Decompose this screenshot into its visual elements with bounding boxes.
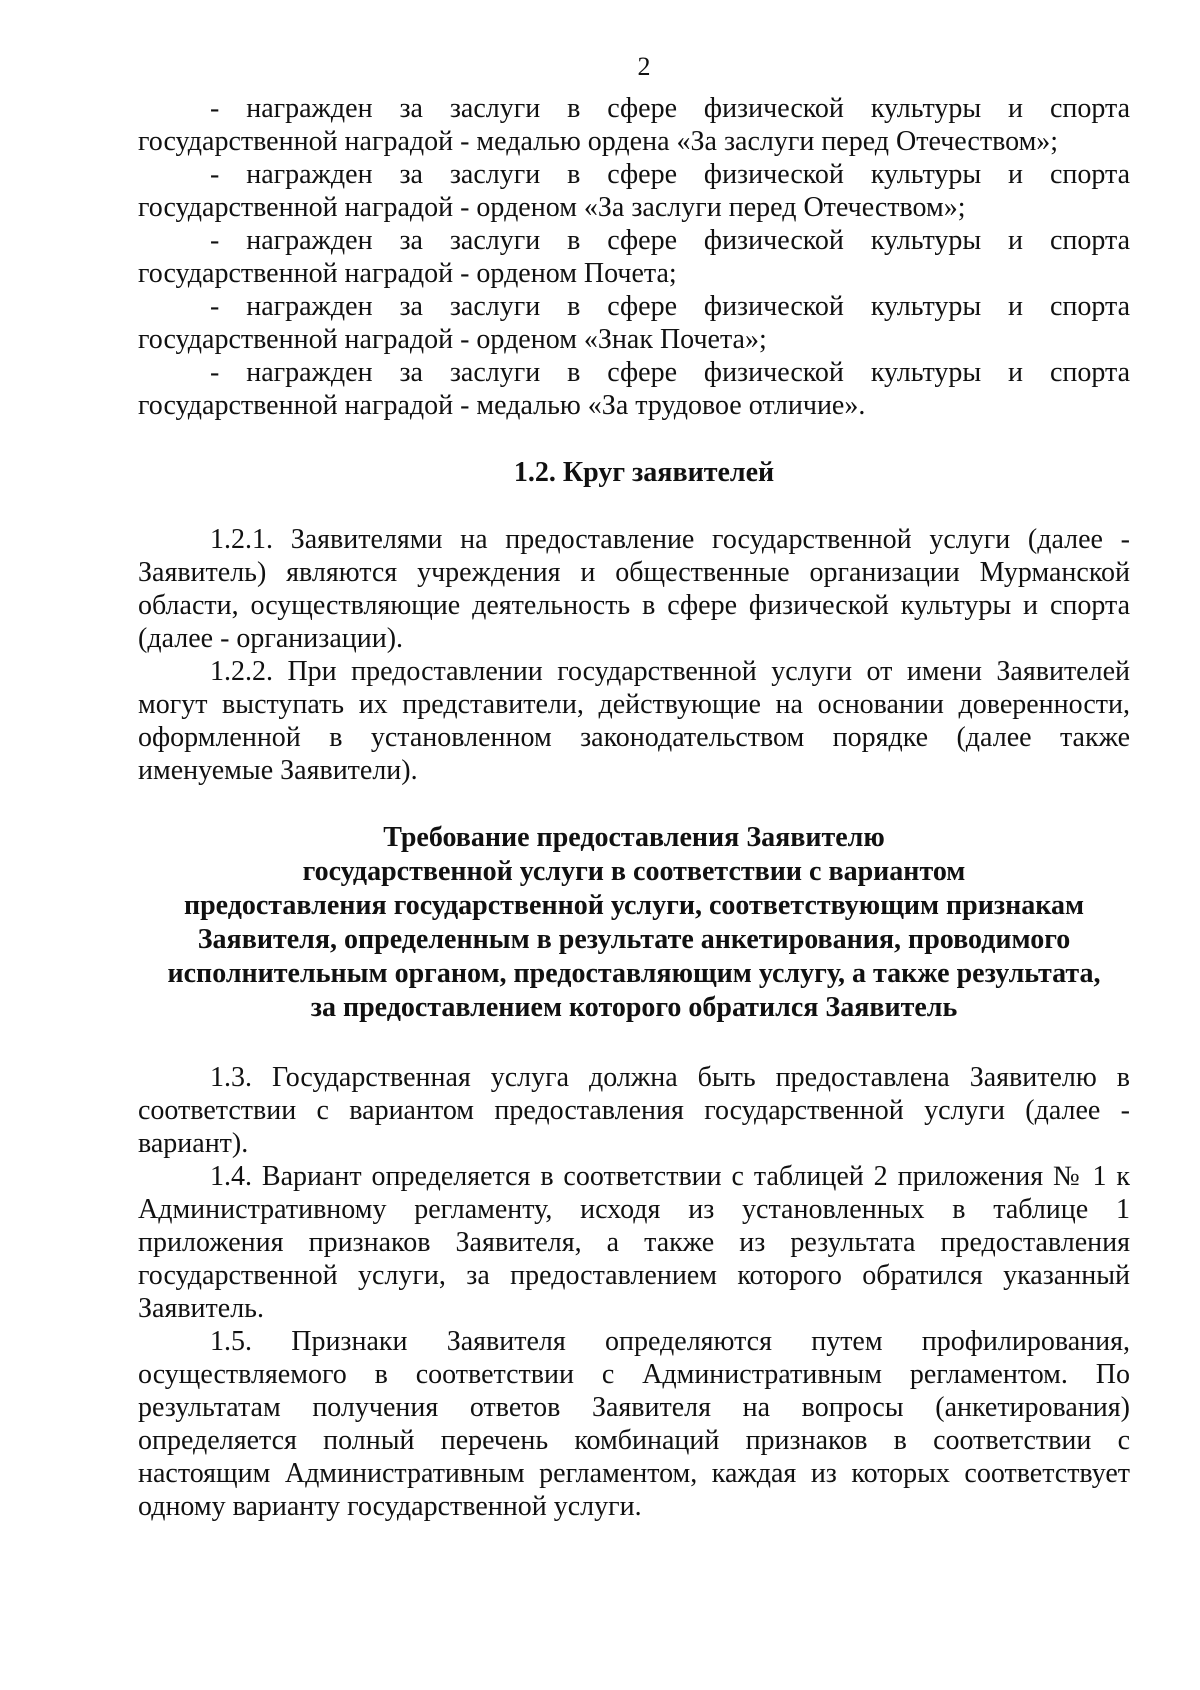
heading-line: государственной услуги в соответствии с вариантом bbox=[302, 856, 966, 887]
section-heading-applicants: 1.2. Круг заявителей bbox=[513, 457, 775, 488]
heading-line: исполнительным органом, предоставляющим услугу, а также результата, bbox=[167, 958, 1101, 989]
paragraph-1-3: 1.3. Государственная услуга должна быть предоставлена Заявителю в соответствии с вариантом предоставления государственной услуги (далее - вариант). bbox=[138, 1062, 1130, 1159]
paragraph-1-2-1: 1.2.1. Заявителями на предоставление государственной услуги (далее - Заявитель) являются учреждения и общественные организации Мурманской области, осуществляющие деятельность в сфере физической культуры и спорта (далее - организации). bbox=[138, 524, 1130, 654]
page-number: 2 bbox=[637, 52, 651, 81]
paragraph-1-4: 1.4. Вариант определяется в соответствии с таблицей 2 приложения № 1 к Административному регламенту, исходя из установленных в таблице 1 приложения признаков Заявителя, а также из результата предоставления государственной услуги, за предоставлением которого обратился указанный Заявитель. bbox=[138, 1161, 1130, 1324]
section-heading-requirement bbox=[138, 821, 1130, 1025]
paragraph-1-5: 1.5. Признаки Заявителя определяются путем профилирования, осуществляемого в соответствии с Административным регламентом. По результатам получения ответов Заявителя на вопросы (анкетирования) определяется полный перечень комбинаций признаков в соответствии с настоящим Административным регламентом, каждая из которых соответствует одному варианту государственной услуги. bbox=[138, 1326, 1130, 1522]
award-list bbox=[138, 92, 1130, 422]
award-item-2: - награжден за заслуги в сфере физической культуры и спорта государственной наградой - орденом «За заслуги перед Отечеством»; bbox=[138, 159, 1130, 223]
award-item-4: - награжден за заслуги в сфере физической культуры и спорта государственной наградой - орденом «Знак Почета»; bbox=[138, 291, 1130, 355]
document-page bbox=[138, 52, 1130, 1523]
heading-line: предоставления государственной услуги, соответствующим признакам bbox=[183, 890, 1085, 921]
award-item-1: - награжден за заслуги в сфере физической культуры и спорта государственной наградой - медалью ордена «За заслуги перед Отечеством»; bbox=[138, 93, 1130, 157]
paragraph-1-2-2: 1.2.2. При предоставлении государственной услуги от имени Заявителей могут выступать их представители, действующие на основании доверенности, оформленной в установленном законодательством порядке (далее также именуемые Заявители). bbox=[138, 656, 1130, 786]
award-item-3: - награжден за заслуги в сфере физической культуры и спорта государственной наградой - орденом Почета; bbox=[138, 225, 1130, 289]
heading-line: Заявителя, определенным в результате анкетирования, проводимого bbox=[197, 924, 1071, 955]
award-item-5: - награжден за заслуги в сфере физической культуры и спорта государственной наградой - медалью «За трудовое отличие». bbox=[138, 357, 1130, 421]
heading-line: Требование предоставления Заявителю bbox=[383, 822, 885, 853]
heading-line: за предоставлением которого обратился Заявитель bbox=[310, 992, 958, 1023]
